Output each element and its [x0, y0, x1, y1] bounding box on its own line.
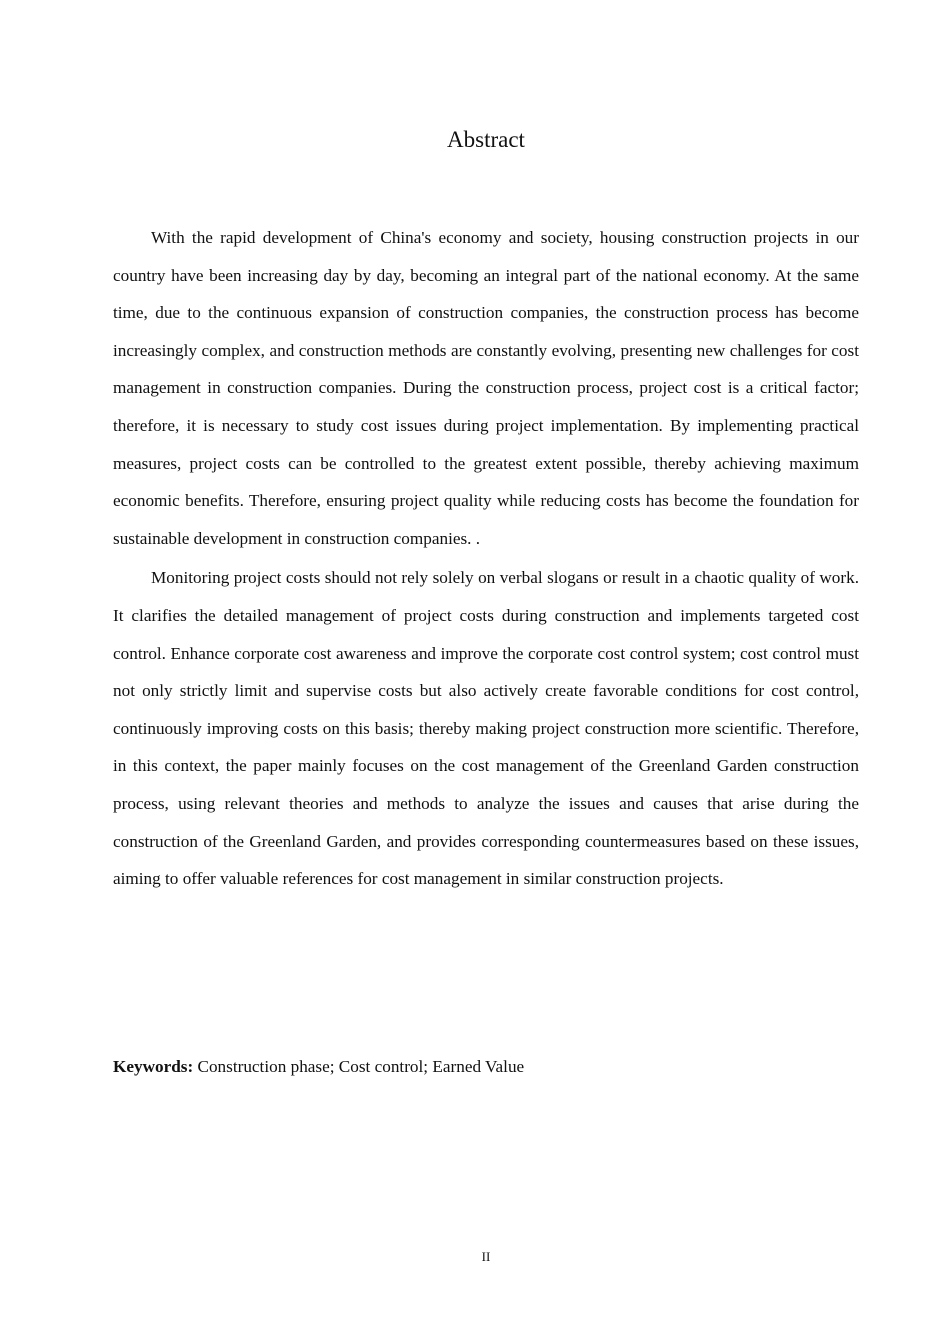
keywords-label: Keywords: [113, 1057, 194, 1076]
page-number: II [481, 1249, 491, 1264]
keywords-value: Construction phase; Cost control; Earned Value [193, 1057, 525, 1076]
abstract-body [113, 219, 859, 898]
keywords-line [113, 1053, 859, 1081]
abstract-paragraph-1: With the rapid development of China's economy and society, housing construction projects in our country have been increasing day by day, becoming an integral part of the national economy. At the same time, due to the continuous expansion of construction companies, the construction process has become increasingly complex, and construction methods are constantly evolving, presenting new challenges for cost management in construction companies. During the construction process, project cost is a critical factor; therefore, it is necessary to study cost issues during project implementation. By implementing practical measures, project costs can be controlled to the greatest extent possible, thereby achieving maximum economic benefits. Therefore, ensuring project quality while reducing costs has become the foundation for sustainable development in construction companies. . [113, 228, 859, 548]
abstract-paragraph-2: Monitoring project costs should not rely solely on verbal slogans or result in a chaotic quality of work. It clarifies the detailed management of project costs during construction and implements targeted cost control. Enhance corporate cost awareness and improve the corporate cost control system; cost control must not only strictly limit and supervise costs but also actively create favorable conditions for cost control, continuously improving costs on this basis; thereby making project construction more scientific. Therefore, in this context, the paper mainly focuses on the cost management of the Greenland Garden construction process, using relevant theories and methods to analyze the issues and causes that arise during the construction of the Greenland Garden, and provides corresponding countermeasures based on these issues, aiming to offer valuable references for cost management in similar construction projects. [113, 568, 859, 889]
abstract-title: Abstract [447, 127, 525, 152]
